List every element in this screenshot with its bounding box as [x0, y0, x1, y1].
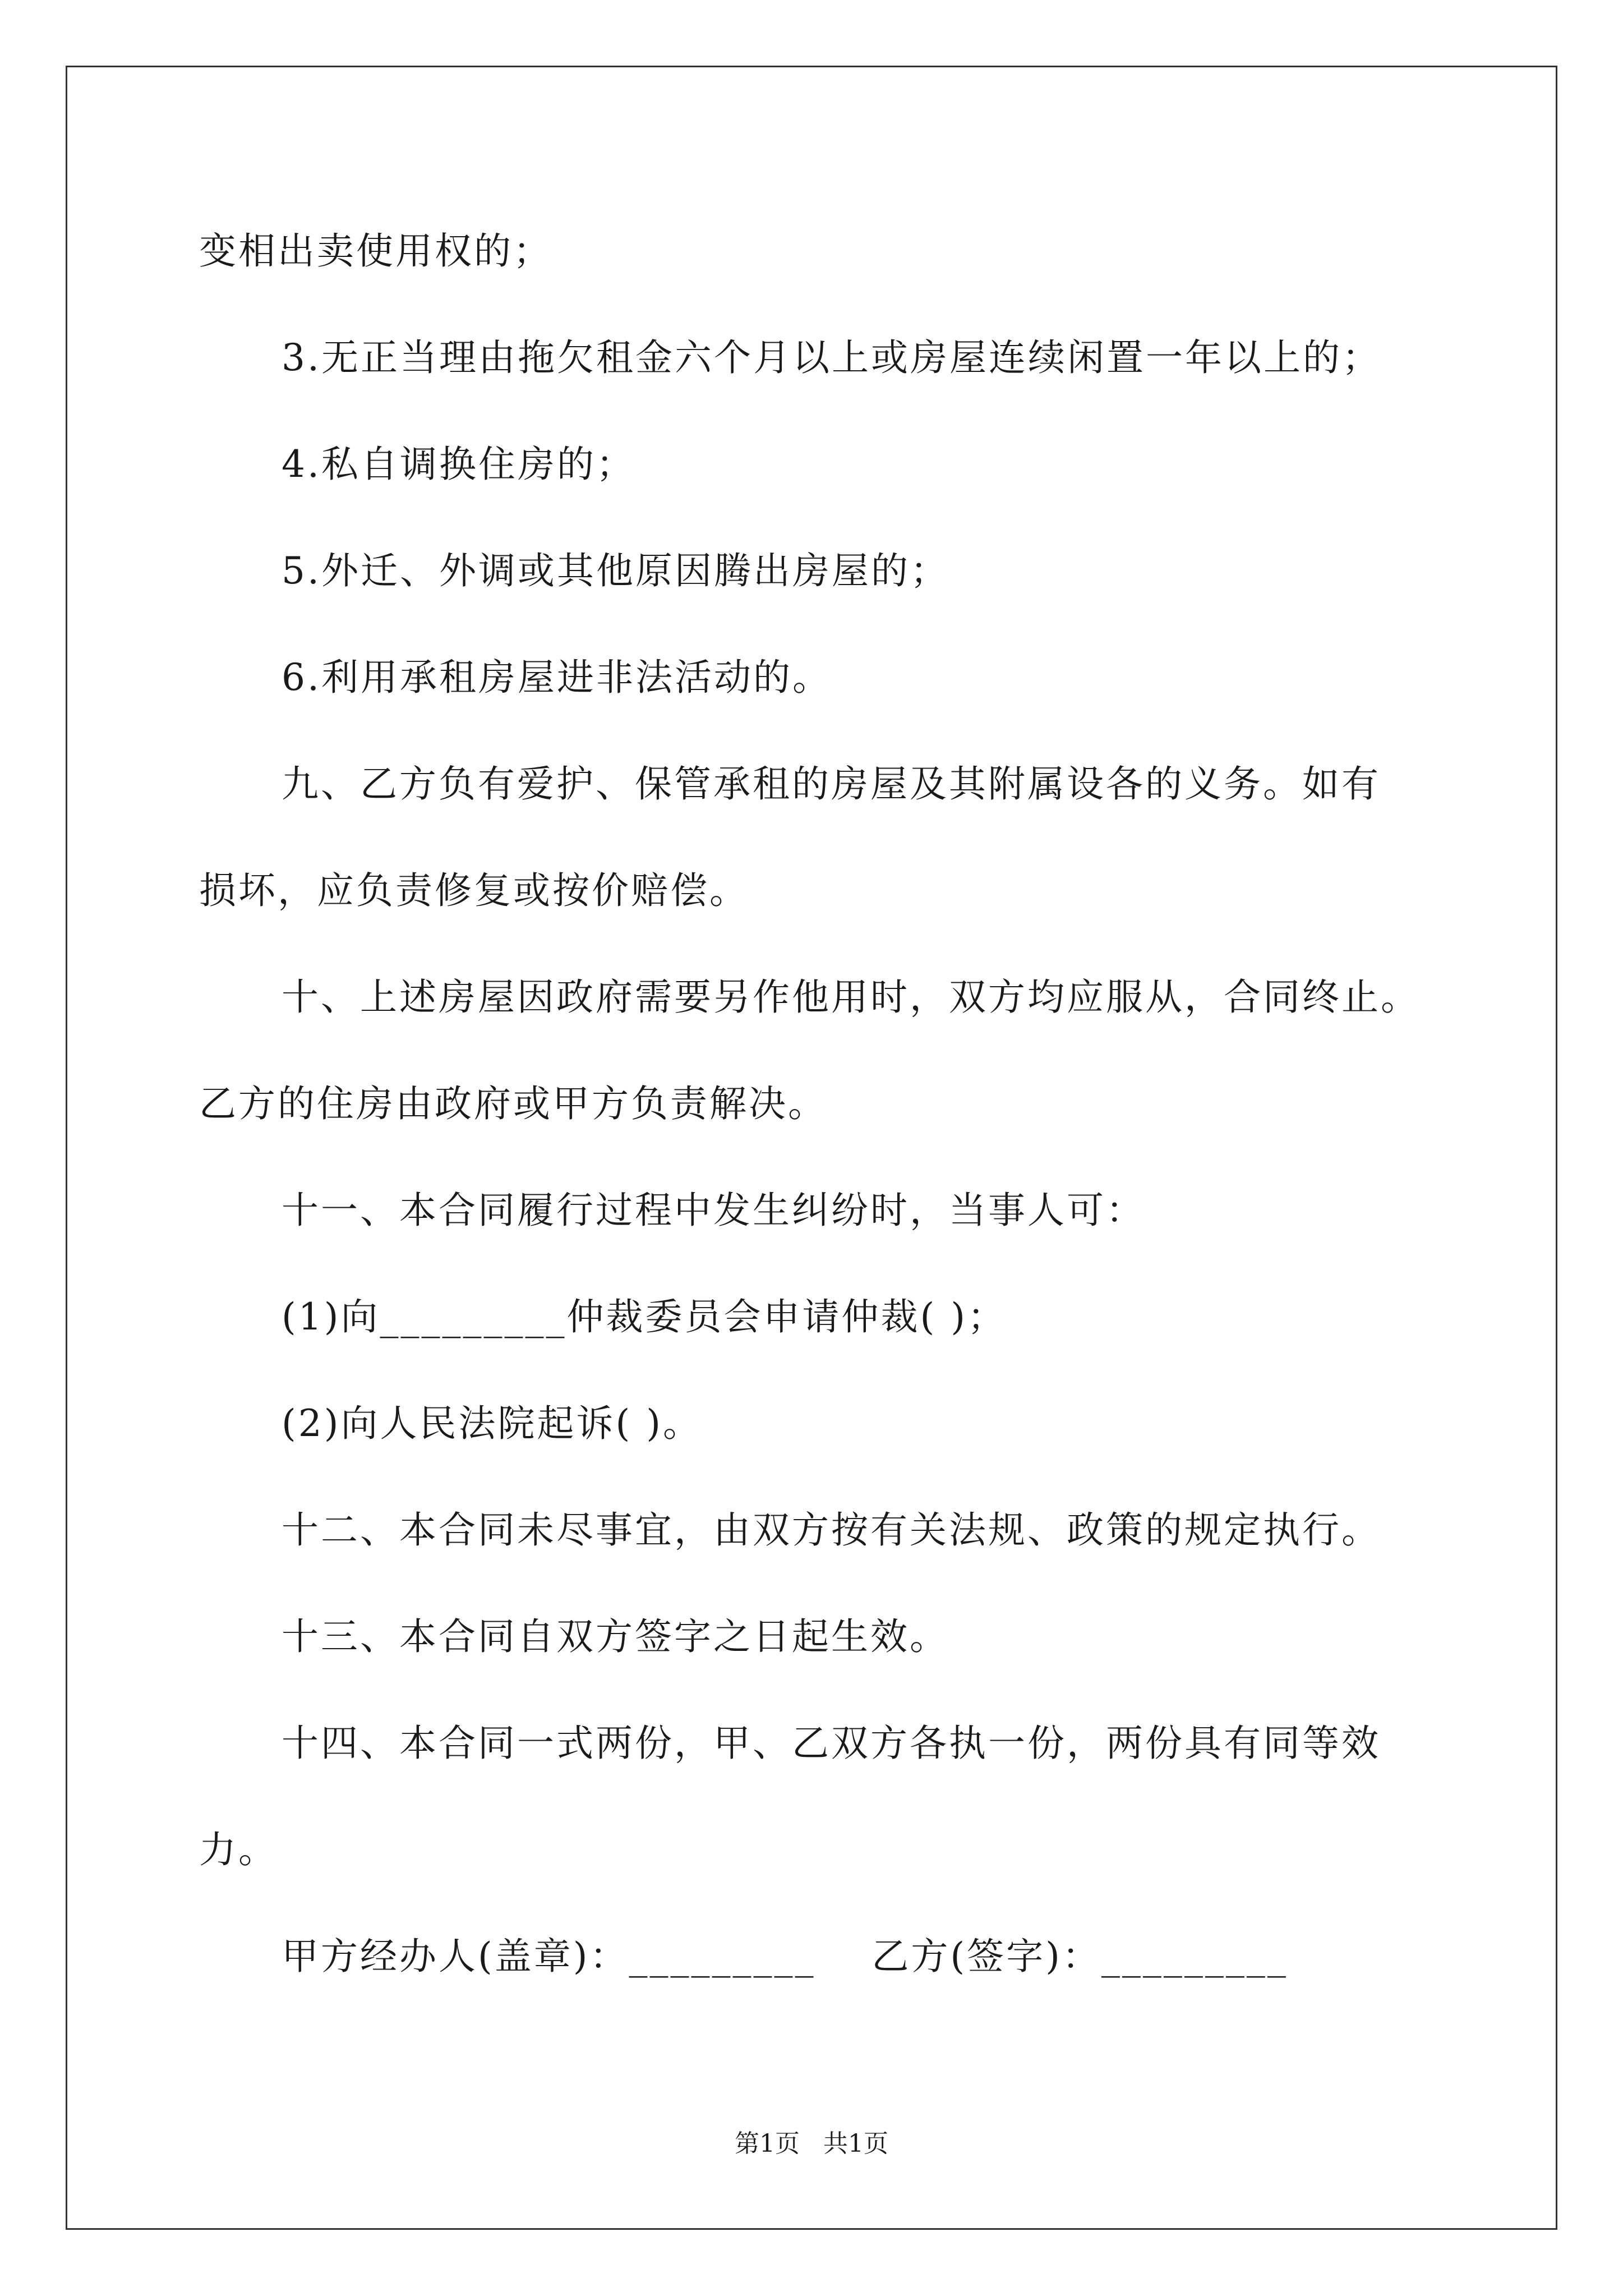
text-line: 损坏，应负责修复或按价赔偿。 [199, 869, 749, 912]
text-line: 乙方的住房由政府或甲方负责解决。 [199, 1082, 827, 1125]
text-line: (2)向人民法院起诉( )。 [282, 1402, 702, 1445]
signature-line: 甲方经办人(盖章)：_________ 乙方(签字)：_________ [282, 1935, 1288, 1978]
text-line: 九、乙方负有爱护、保管承租的房屋及其附属设各的义务。如有 [282, 762, 1381, 806]
page-frame [66, 66, 1557, 2230]
text-line: 5.外迁、外调或其他原因腾出房屋的； [282, 549, 949, 592]
text-line: 十四、本合同一式两份，甲、乙双方各执一份，两份具有同等效 [282, 1722, 1381, 1765]
text-line: 变相出卖使用权的； [199, 229, 552, 273]
text-line: 十三、本合同自双方签字之日起生效。 [282, 1615, 949, 1658]
text-line: 十一、本合同履行过程中发生纠纷时，当事人可： [282, 1189, 1145, 1232]
text-line: 十二、本合同未尽事宜，由双方按有关法规、政策的规定执行。 [282, 1508, 1381, 1552]
text-line: (1)向_________仲裁委员会申请仲裁( )； [282, 1295, 1007, 1338]
text-line: 3.无正当理由拖欠租金六个月以上或房屋连续闲置一年以上的； [282, 336, 1381, 379]
page-number: 第1页 共1页 [735, 2129, 888, 2158]
text-line: 4.私自调换住房的； [282, 443, 635, 486]
text-line: 力。 [199, 1828, 278, 1871]
text-line: 十、上述房屋因政府需要另作他用时，双方均应服从，合同终止。 [282, 976, 1420, 1019]
text-line: 6.利用承租房屋进非法活动的。 [282, 656, 832, 699]
